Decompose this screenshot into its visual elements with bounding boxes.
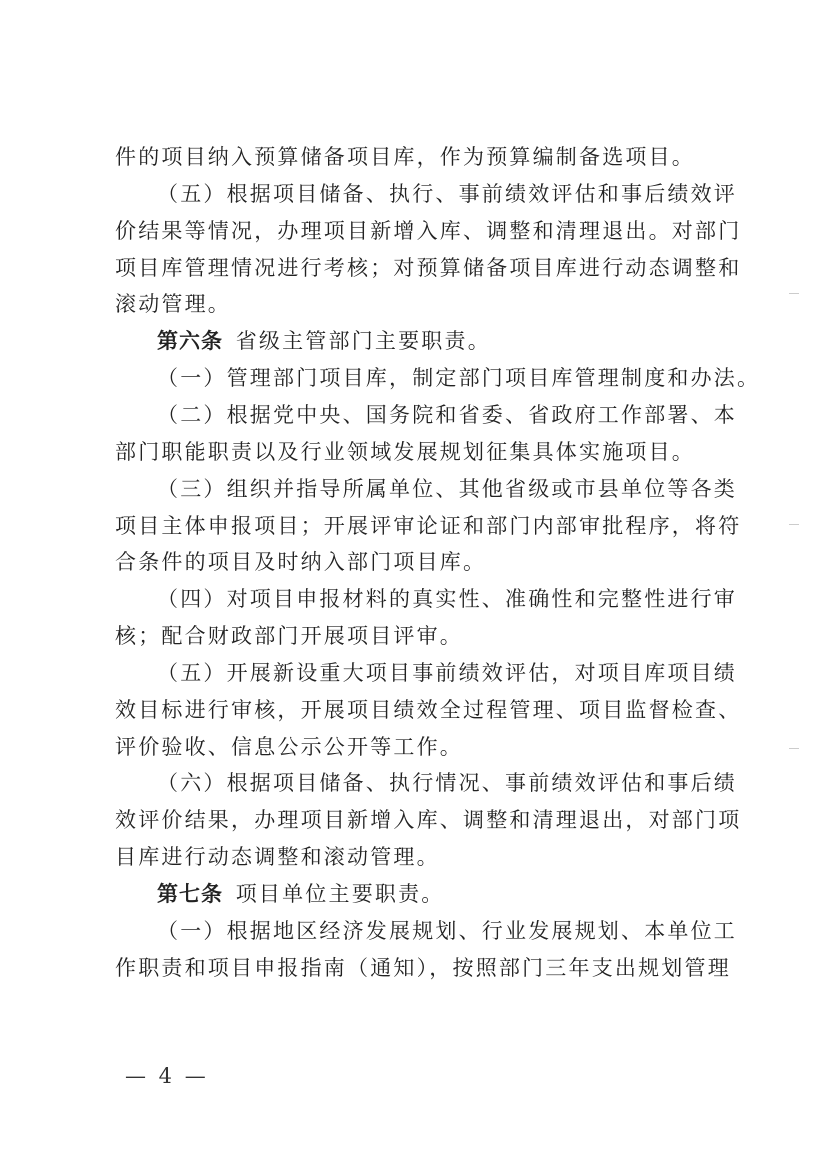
text-line xyxy=(115,948,731,988)
line-text: 目库进行动态调整和滚动管理。 xyxy=(115,845,440,870)
line-text: （四）对项目申报材料的真实性、准确性和完整性进行审 xyxy=(157,587,737,612)
text-line xyxy=(157,358,761,398)
margin-mark xyxy=(789,293,799,294)
line-text: （三）组织并指导所属单位、其他省级或市县单位等各类 xyxy=(157,476,737,501)
line-text: 部门职能职责以及行业领域发展规划征集具体实施项目。 xyxy=(115,439,695,464)
text-line xyxy=(115,137,725,177)
margin-mark xyxy=(789,524,799,525)
text-line xyxy=(157,874,725,914)
line-text: 评价验收、信息公示公开等工作。 xyxy=(115,734,463,759)
article-heading: 第六条 xyxy=(157,329,223,354)
text-line xyxy=(157,395,737,435)
margin-mark xyxy=(789,748,799,749)
line-text: 效评价结果，办理项目新增入库、调整和清理退出，对部门项 xyxy=(115,808,742,833)
line-text: （五）开展新设重大项目事前绩效评估，对项目库项目绩 xyxy=(157,660,737,685)
line-text: （二）根据党中央、国务院和省委、省政府工作部署、本 xyxy=(157,402,737,427)
line-text: 件的项目纳入预算储备项目库，作为预算编制备选项目。 xyxy=(115,145,695,169)
text-line xyxy=(115,248,742,288)
text-line xyxy=(115,616,725,656)
line-text: （一）管理部门项目库，制定部门项目库管理制度和办法。 xyxy=(157,366,761,391)
text-line xyxy=(115,284,725,324)
text-line xyxy=(157,911,737,951)
line-text: 效目标进行审核，开展项目绩效全过程管理、项目监督检查、 xyxy=(115,697,742,722)
page-number: — 4 — xyxy=(125,1064,209,1088)
article-heading: 第七条 xyxy=(157,882,223,906)
line-text: （五）根据项目储备、执行、事前绩效评估和事后绩效评 xyxy=(157,181,737,206)
line-text: 项目主体申报项目；开展评审论证和部门内部审批程序，将符 xyxy=(115,513,742,538)
line-text: （一）根据地区经济发展规划、行业发展规划、本单位工 xyxy=(157,918,737,943)
line-text: 项目库管理情况进行考核；对预算储备项目库进行动态调整和 xyxy=(115,255,742,280)
text-line xyxy=(115,432,725,472)
text-line xyxy=(115,837,725,877)
line-text: 省级主管部门主要职责。 xyxy=(235,329,491,354)
text-line xyxy=(115,800,742,840)
text-line xyxy=(115,542,725,582)
line-text: 作职责和项目申报指南（通知），按照部门三年支出规划管理 xyxy=(115,955,731,980)
text-line xyxy=(115,727,725,767)
text-line xyxy=(115,506,742,546)
line-text: 项目单位主要职责。 xyxy=(235,882,445,906)
text-line xyxy=(157,174,737,214)
text-line xyxy=(157,653,737,693)
line-text: 合条件的项目及时纳入部门项目库。 xyxy=(115,550,487,575)
heading-gap xyxy=(223,329,236,353)
line-text: （六）根据项目储备、执行情况、事前绩效评估和事后绩 xyxy=(157,771,737,796)
line-text: 价结果等情况，办理项目新增入库、调整和清理退出。对部门 xyxy=(115,218,742,243)
text-line xyxy=(115,690,742,730)
heading-gap xyxy=(223,882,236,906)
text-line xyxy=(157,469,737,509)
text-line xyxy=(157,321,725,361)
line-text: 核；配合财政部门开展项目评审。 xyxy=(115,624,463,649)
text-line xyxy=(157,763,737,803)
text-line xyxy=(115,211,742,251)
line-text: 滚动管理。 xyxy=(115,292,231,317)
text-line xyxy=(157,579,737,619)
